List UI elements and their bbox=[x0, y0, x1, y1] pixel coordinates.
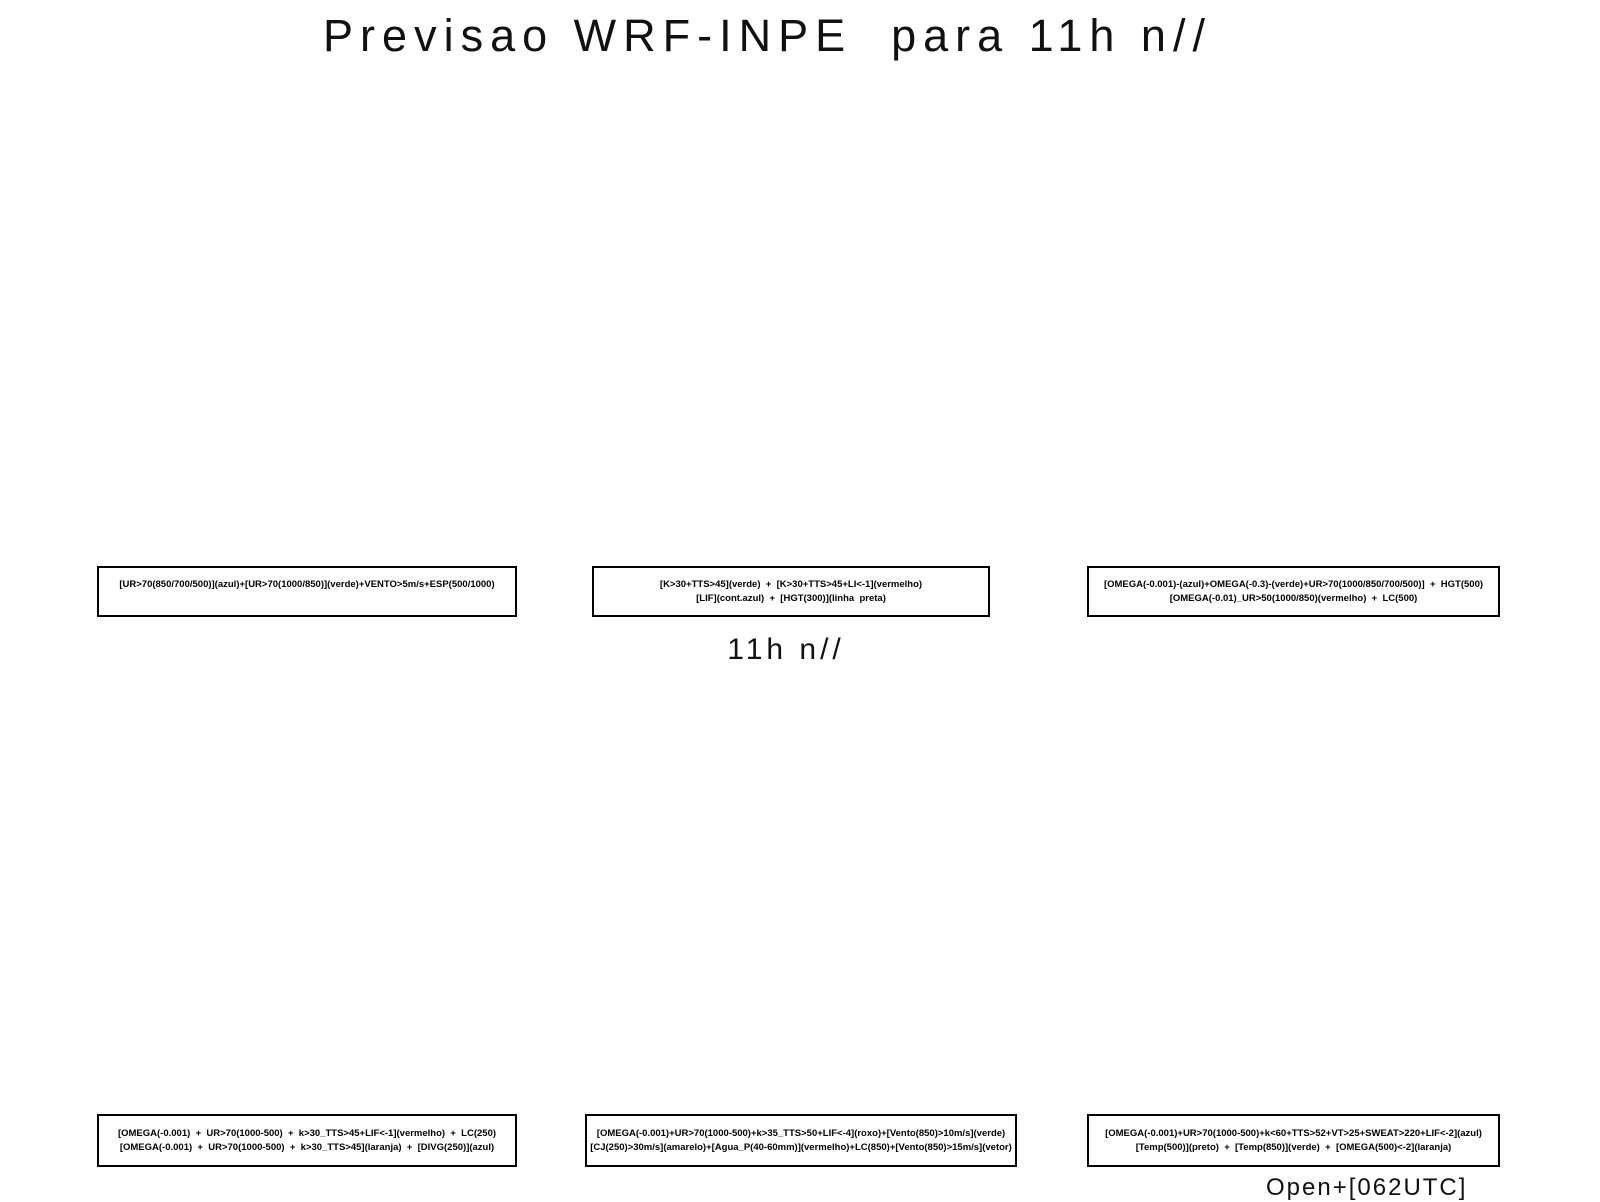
product-label-line: [OMEGA(-0.001)-(azul)+OMEGA(-0.3)-(verde)+UR>70(1000/850/700/500)] + HGT(500) bbox=[1103, 578, 1484, 590]
product-label-line: [OMEGA(-0.001)+UR>70(1000-500)+k<60+TTS>52+VT>25+SWEAT>220+LIF<-2](azul) bbox=[1105, 1127, 1482, 1139]
product-label-line: [CJ(250)>30m/s](amarelo)+[Agua_P(40-60mm)](vermelho)+LC(850)+[Vento(850)>15m/s](vetor) bbox=[590, 1141, 1012, 1153]
product-panel-bottom-center bbox=[585, 1114, 1017, 1167]
product-label-line: [OMEGA(-0.001)+UR>70(1000-500)+k>35_TTS>50+LIF<-4](roxo)+[Vento(850)>10m/s](verde) bbox=[596, 1127, 1006, 1139]
product-label-line: [Temp(500)](preto) + [Temp(850)](verde) + [OMEGA(500)<-2](laranja) bbox=[1135, 1141, 1452, 1153]
footer-run-label: Open+[062UTC] bbox=[1266, 1174, 1468, 1201]
product-label-line: [OMEGA(-0.01)_UR>50(1000/850)(vermelho) + LC(500) bbox=[1169, 592, 1418, 604]
product-panel-top-left bbox=[97, 566, 517, 617]
product-label-line: [OMEGA(-0.001) + UR>70(1000-500) + k>30_TTS>45+LIF<-1](vermelho) + LC(250) bbox=[117, 1127, 497, 1139]
product-panel-bottom-left bbox=[97, 1114, 517, 1167]
product-label-line: [OMEGA(-0.001) + UR>70(1000-500) + k>30_TTS>45](laranja) + [DIVG(250)](azul) bbox=[119, 1141, 495, 1153]
product-label-line: [UR>70(850/700/500)](azul)+[UR>70(1000/850)](verde)+VENTO>5m/s+ESP(500/1000) bbox=[119, 578, 495, 590]
forecast-hour-label: 11h n// bbox=[727, 633, 845, 666]
product-panel-bottom-right bbox=[1087, 1114, 1500, 1167]
product-label-line: [LIF](cont.azul) + [HGT(300)](linha preta) bbox=[696, 592, 886, 604]
product-panel-top-right bbox=[1087, 566, 1500, 617]
product-label-line: [K>30+TTS>45](verde) + [K>30+TTS>45+LI<-1](vermelho) bbox=[659, 578, 923, 590]
page-title: Previsao WRF-INPE para 11h n// bbox=[323, 10, 1212, 61]
product-panel-top-center bbox=[592, 566, 990, 617]
